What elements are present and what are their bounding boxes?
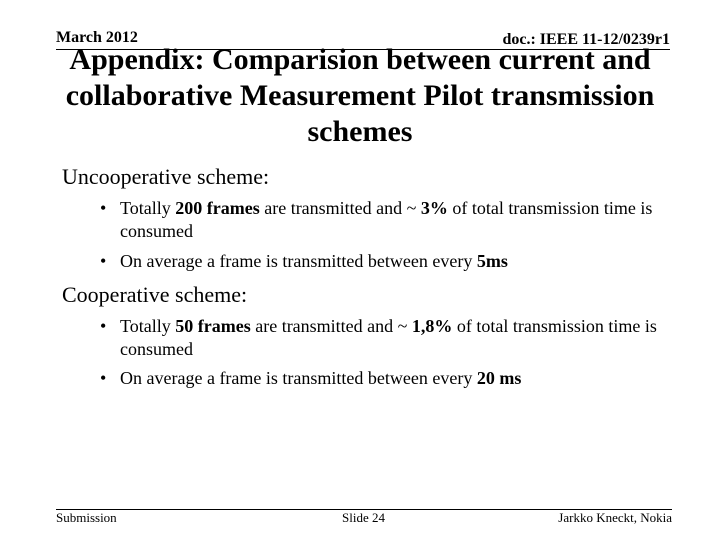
bullet-text-part: On average a frame is transmitted between every — [120, 368, 477, 388]
footer-submission: Submission — [56, 510, 117, 525]
bullet-text-part: of total transmission time is consumed — [120, 198, 653, 241]
bullet-dot-icon: • — [100, 316, 107, 336]
bullet-text — [120, 250, 670, 273]
bullet-cooperative-interval — [100, 367, 670, 390]
bullet-cooperative-frames — [100, 315, 670, 361]
bullet-dot-icon: • — [100, 198, 107, 218]
bullet-text — [120, 197, 670, 243]
bullet-bold-value: 50 frames — [175, 316, 251, 336]
bullet-bold-value: 200 frames — [175, 198, 260, 218]
slide-title: Appendix: Comparision between current and collaborative Measurement Pilot transmission schemes — [65, 43, 655, 148]
bullet-bold-value: 3% — [420, 198, 448, 218]
bullet-bold-value: 20 ms — [476, 368, 522, 388]
bullet-text — [120, 367, 670, 390]
bullet-text-part: On average a frame is transmitted between every — [120, 251, 477, 271]
bullet-dot-icon: • — [100, 251, 107, 271]
bullet-uncooperative-interval — [100, 250, 670, 273]
bullet-text-part: of total transmission time is consumed — [120, 316, 657, 359]
header-doc-id: doc.: IEEE 11-12/0239r1 — [502, 31, 670, 48]
bullet-bold-value: 5ms — [476, 251, 508, 271]
bullet-bold-value: 1,8% — [411, 316, 453, 336]
bullet-text-part: Totally — [120, 316, 176, 336]
header-date: March 2012 — [56, 29, 138, 46]
footer-slide-number: Slide 24 — [342, 510, 385, 525]
bullet-text — [120, 315, 670, 361]
bullet-text-part: are transmitted and ~ — [259, 198, 421, 218]
bullet-text-part: Totally — [120, 198, 176, 218]
bullet-text-part: are transmitted and ~ — [250, 316, 412, 336]
bullet-dot-icon: • — [100, 368, 107, 388]
bullet-uncooperative-frames — [100, 197, 670, 243]
footer-author: Jarkko Kneckt, Nokia — [558, 510, 672, 525]
section-heading-cooperative: Cooperative scheme: — [62, 282, 248, 307]
section-heading-uncooperative: Uncooperative scheme: — [62, 164, 270, 189]
